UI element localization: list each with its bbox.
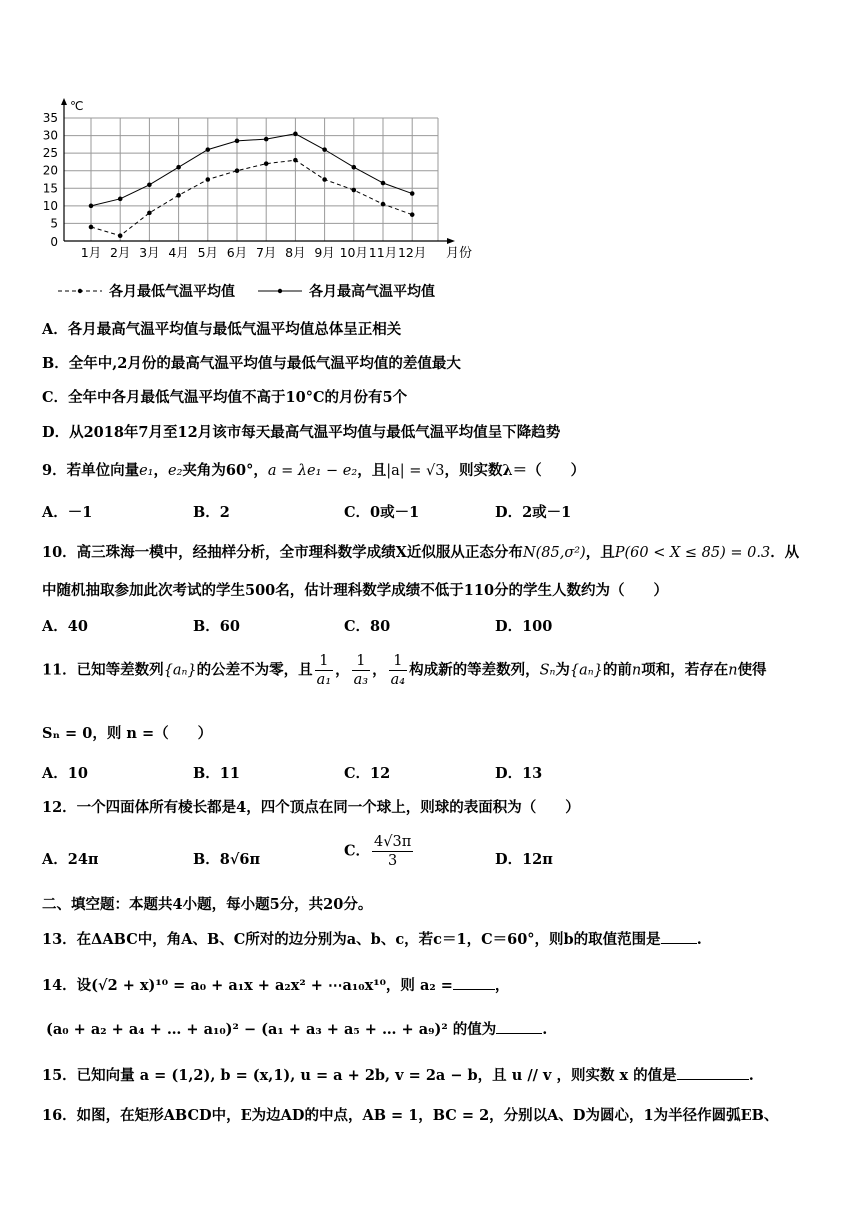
x-tick-5: 5月 bbox=[197, 245, 219, 260]
point-low-9 bbox=[322, 177, 327, 182]
chart-series bbox=[89, 132, 415, 239]
q9-option-b: B．2 bbox=[193, 504, 230, 521]
temperature-line-chart bbox=[0, 0, 868, 310]
x-tick-8: 8月 bbox=[285, 245, 306, 260]
point-high-5 bbox=[206, 147, 211, 152]
point-low-11 bbox=[381, 202, 386, 207]
x-tick-11: 11月 bbox=[368, 245, 398, 260]
q8-option-d: D．从2018年7月至12月该市每天最高气温平均值与最低气温平均值呈下降趋势 bbox=[42, 424, 561, 441]
point-low-3 bbox=[147, 211, 152, 216]
legend-low-label: 各月最低气温平均值 bbox=[109, 284, 235, 300]
fraction-1-a3: $\frac{1}{\text{a₃}}$ bbox=[353, 653, 369, 688]
point-high-11 bbox=[381, 181, 386, 186]
q10-option-b: B．60 bbox=[193, 618, 240, 635]
x-tick-10: 10月 bbox=[339, 245, 369, 260]
q10-option-d: D．100 bbox=[495, 618, 553, 635]
q11-option-b: B．11 bbox=[193, 765, 240, 782]
x-tick-2: 2月 bbox=[109, 245, 131, 260]
q9-stem: 9．若单位向量e₁，e₂夹角为60°，a = λe₁ − e₂，且|a| = √3，则实数λ＝（ ） bbox=[42, 462, 586, 479]
q12-option-d: D．12π bbox=[495, 851, 553, 868]
x-axis-unit: 月份 bbox=[446, 246, 473, 261]
point-high-8 bbox=[293, 132, 298, 137]
q12-option-b: B．8√6π bbox=[193, 851, 261, 868]
q13-answer-blank bbox=[661, 931, 697, 944]
q14-answer-blank-2 bbox=[496, 1021, 542, 1034]
q12-stem: 12．一个四面体所有棱长都是4，四个顶点在同一个球上，则球的表面积为（ ） bbox=[42, 799, 580, 816]
q10-option-c: C．80 bbox=[344, 618, 391, 635]
q8-option-a: A．各月最高气温平均值与最低气温平均值总体呈正相关 bbox=[42, 321, 402, 338]
fraction-1-a1: $\frac{1}{\text{a₁}}$ bbox=[316, 653, 332, 688]
point-low-1 bbox=[89, 225, 94, 230]
y-tick-15: 15 bbox=[42, 181, 58, 196]
point-high-4 bbox=[176, 165, 181, 170]
q13-stem: 13．在ΔABC中，角A、B、C所对的边分别为a、b、c，若c＝1，C＝60°，则b的取值范围是 . bbox=[42, 931, 702, 948]
y-tick-35: 35 bbox=[42, 111, 58, 125]
chart-grid bbox=[64, 118, 438, 241]
q9-option-c: C．0或－1 bbox=[344, 504, 420, 521]
y-axis-unit: ℃ bbox=[70, 99, 84, 113]
q10-option-a: A．40 bbox=[42, 618, 88, 635]
x-axis-arrow bbox=[447, 238, 455, 244]
q15-stem: 15．已知向量 a = (1,2), b = (x,1), u = a + 2b, v = 2a − b，且 u // v ，则实数 x 的值是 . bbox=[42, 1067, 754, 1084]
point-low-6 bbox=[235, 168, 240, 173]
point-low-10 bbox=[352, 188, 357, 193]
y-tick-10: 10 bbox=[42, 198, 58, 213]
q16-stem: 16．如图，在矩形ABCD中，E为边AD的中点，AB = 1，BC = 2，分别以A、D为圆心，1为半径作圆弧EB、 bbox=[42, 1107, 779, 1124]
q9-option-d: D．2或－1 bbox=[495, 504, 572, 521]
legend-high-label: 各月最高气温平均值 bbox=[309, 284, 435, 300]
x-tick-4: 4月 bbox=[168, 245, 189, 260]
q14-answer-blank-1 bbox=[453, 977, 495, 990]
q11-option-a: A．10 bbox=[42, 765, 88, 782]
y-tick-labels bbox=[43, 111, 58, 249]
fraction-4root3pi-over-3: $\frac{4√3\pi}{3}$ bbox=[374, 834, 412, 869]
section-2-heading: 二、填空题：本题共4小题，每小题5分，共20分。 bbox=[42, 896, 373, 913]
q11-option-d: D．13 bbox=[495, 765, 543, 782]
point-high-2 bbox=[118, 197, 123, 202]
q11-stem-line2: Sₙ = 0，则 n =（ ） bbox=[42, 725, 213, 742]
point-high-10 bbox=[352, 165, 357, 170]
y-tick-20: 20 bbox=[42, 163, 58, 178]
point-low-7 bbox=[264, 161, 269, 166]
point-low-8 bbox=[293, 158, 298, 163]
point-low-4 bbox=[176, 193, 181, 198]
q14-stem-line2: (a₀ + a₂ + a₄ + … + a₁₀)² − (a₁ + a₃ + a₅ + … + a₉)² 的值为 . bbox=[46, 1021, 548, 1038]
fraction-1-a4: $\frac{1}{\text{a₄}}$ bbox=[390, 653, 406, 688]
q11-option-c: C．12 bbox=[344, 765, 391, 782]
y-tick-25: 25 bbox=[42, 146, 58, 161]
q9-option-a: A．－1 bbox=[42, 504, 93, 521]
q12-option-c: C． $\frac{4√3\pi}{3}$ bbox=[344, 834, 412, 869]
point-low-5 bbox=[206, 177, 211, 182]
x-tick-12: 12月 bbox=[397, 245, 427, 260]
y-axis-arrow bbox=[61, 98, 67, 105]
q11-stem-line1: 11．已知等差数列{aₙ}的公差不为零，且 $\frac{1}{\text{a₁}}$ ， $\frac{1}{\text{a₃}}$ ， $\frac{1}{\text{a₄}}$ 构成新的等差数列，Sₙ为{aₙ}的前n项和，若存在n使得 bbox=[42, 653, 767, 688]
y-tick-5: 5 bbox=[50, 216, 58, 231]
x-tick-1: 1月 bbox=[80, 245, 102, 260]
point-high-7 bbox=[264, 137, 269, 142]
q10-stem-line2: 中随机抽取参加此次考试的学生500名，估计理科数学成绩不低于110分的学生人数约为（ ） bbox=[42, 582, 669, 599]
q14-stem-line1: 14．设(√2 + x)¹⁰ = a₀ + a₁x + a₂x² + ⋯a₁₀x¹⁰，则 a₂ = ， bbox=[42, 977, 510, 994]
point-low-2 bbox=[118, 233, 123, 238]
x-tick-6: 6月 bbox=[226, 245, 248, 260]
q8-option-c: C．全年中各月最低气温平均值不高于10°C的月份有5个 bbox=[42, 389, 408, 406]
point-high-6 bbox=[235, 139, 240, 144]
q10-stem-line1: 10．高三珠海一模中，经抽样分析，全市理科数学成绩X近似服从正态分布N(85,σ²)，且P(60 < X ≤ 85) = 0.3．从 bbox=[42, 544, 800, 561]
point-high-1 bbox=[89, 204, 94, 209]
y-tick-30: 30 bbox=[42, 128, 58, 143]
q15-answer-blank bbox=[677, 1067, 749, 1080]
x-tick-labels bbox=[81, 245, 427, 260]
q8-option-b: B．全年中,2月份的最高气温平均值与最低气温平均值的差值最大 bbox=[42, 355, 461, 372]
point-low-12 bbox=[410, 212, 415, 217]
series-line-low bbox=[91, 160, 412, 236]
point-high-3 bbox=[147, 182, 152, 187]
q12-option-a: A．24π bbox=[42, 851, 99, 868]
y-tick-0: 0 bbox=[50, 235, 58, 249]
x-tick-3: 3月 bbox=[139, 245, 160, 260]
point-high-12 bbox=[410, 191, 415, 196]
point-high-9 bbox=[322, 147, 327, 152]
x-tick-7: 7月 bbox=[255, 245, 277, 260]
x-tick-9: 9月 bbox=[314, 245, 335, 260]
